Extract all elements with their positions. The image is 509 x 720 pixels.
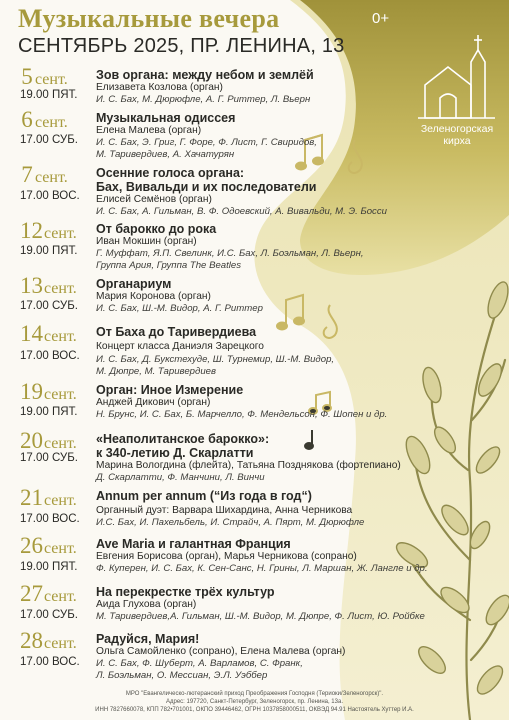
event-program: И. С. Бах, Д. Букстехуде, Ш. Турнемир, Ш.-М. Видор, [96, 354, 335, 365]
event-title: От барокко до рока [96, 222, 217, 236]
event-date [20, 107, 92, 133]
event-day: 5 [21, 64, 33, 89]
event-month: сент. [44, 635, 77, 652]
church-name-line2: кирха [443, 135, 471, 147]
event-time: 19.00 ПЯТ. [20, 406, 78, 418]
event-day: 20 [20, 428, 43, 453]
event-date [20, 64, 92, 90]
event-month: сент. [44, 540, 77, 557]
event-day: 28 [20, 628, 43, 653]
event-time: 19.00 ПЯТ. [20, 89, 78, 101]
page-subtitle: СЕНТЯБРЬ 2025, ПР. ЛЕНИНА, 13 [18, 35, 345, 57]
event-time: 19.00 ПЯТ. [20, 245, 78, 257]
event-program: И. С. Бах, М. Дюрюфле, А. Г. Риттер, Л. Вьерн [96, 94, 311, 105]
event-performers: Елисей Семёнов (орган) [96, 194, 212, 205]
event-performers: Евгения Борисова (орган), Марья Черникова (сопрано) [96, 551, 357, 562]
event-time: 17.00 ВОС. [20, 350, 80, 362]
event-day: 6 [21, 107, 33, 132]
event-date [20, 628, 92, 654]
event-performers: Мария Коронова (орган) [96, 291, 211, 302]
event-title: Осенние голоса органа: [96, 166, 245, 180]
event-program: М. Дюпре, М. Таривердиев [96, 366, 217, 377]
footer-line: МРО "Евангелическо-лютеранский приход Преображения Господня (Териоки/Зеленогорск)". [125, 691, 384, 697]
event-title: Зов органа: между небом и землёй [96, 68, 314, 82]
event-program: Д. Скарлатти, Ф. Манчини, Л. Винчи [96, 472, 265, 483]
event-month: сент. [44, 280, 77, 297]
event-date [20, 162, 92, 188]
event-day: 13 [20, 273, 43, 298]
event-program: Группа Ария, Группа The Beatles [96, 260, 242, 271]
event-date [20, 581, 92, 607]
event-program: И.С. Бах, И. Пахельбель, И. Страйч, А. Пярт, М. Дюрюфле [96, 517, 365, 528]
event-title: Органариум [96, 277, 172, 291]
event-title: Орган: Иное Измерение [96, 383, 244, 397]
event-program: И. С. Бах, Ш.-М. Видор, А. Г. Риттер [96, 303, 263, 314]
event-month: сент. [35, 71, 68, 88]
event-time: 17.00 СУБ. [20, 300, 78, 312]
event-title-line2: к 340-летию Д. Скарлатти [96, 446, 254, 460]
event-program: Н. Брунс, И. С. Бах, Б. Марчелло, Ф. Мендельсон, Ф. Шопен и др. [96, 409, 388, 420]
event-month: сент. [44, 492, 77, 509]
event-day: 7 [21, 162, 33, 187]
event-program: Г. Муффат, Я.П. Свелинк, И.С. Бах, Л. Боэльман, Л. Вьерн, [96, 248, 364, 259]
event-date [20, 218, 92, 244]
age-rating-badge: 0+ [372, 10, 390, 27]
event-month: сент. [35, 169, 68, 186]
event-performers: Елена Малева (орган) [96, 125, 202, 136]
event-title: «Неаполитанское барокко»: [96, 432, 270, 446]
event-program: М. Таривердиев, А. Хачатурян [96, 149, 235, 160]
event-performers: Концерт класса Даниэля Зарецкого [96, 341, 264, 352]
event-date [20, 428, 92, 454]
event-date [20, 321, 92, 347]
event-performers: Марина Вологдина (флейта), Татьяна Позднякова (фортепиано) [96, 460, 401, 471]
event-program: И. С. Бах, А. Гильман, В. Ф. Одоевский, А. Вивальди, М. Э. Босси [96, 206, 387, 217]
event-date [20, 533, 92, 559]
event-day: 26 [20, 533, 43, 558]
event-performers: Органный дуэт: Варвара Шихардина, Анна Черникова [96, 505, 353, 516]
event-performers: Ольга Самойленко (сопрано), Елена Малева (орган) [96, 646, 346, 657]
event-program: Ф. Куперен, И. С. Бах, К. Сен-Санс, Н. Грины, Л. Маршан, Ж. Лангле и др. [96, 563, 428, 574]
event-month: сент. [44, 225, 77, 242]
event-date [20, 273, 92, 299]
event-day: 12 [20, 218, 43, 243]
event-title: Музыкальная одиссея [96, 111, 236, 125]
event-month: сент. [35, 114, 68, 131]
event-title: На перекрестке трёх культур [96, 585, 275, 599]
event-title: Annum per annum (“Из года в год“) [96, 489, 312, 503]
event-title: Ave Maria и галантная Франция [96, 537, 291, 551]
event-day: 19 [20, 379, 43, 404]
event-time: 17.00 ВОС. [20, 513, 80, 525]
event-month: сент. [44, 435, 77, 452]
event-title: От Баха до Таривердиева [96, 325, 257, 339]
event-performers: Елизавета Козлова (орган) [96, 82, 223, 93]
event-program: И. С. Бах, Ф. Шуберт, А. Варламов, С. Франк, [96, 658, 303, 669]
event-performers: Анджей Дикович (орган) [96, 397, 211, 408]
event-day: 14 [20, 321, 43, 346]
event-day: 21 [20, 485, 43, 510]
footer-legal-info [0, 690, 509, 714]
event-program: М. Таривердиев,А. Гильман, Ш.-М. Видор, М. Дюпре, Ф. Лист, Ю. Ройбке [96, 611, 425, 622]
event-time: 17.00 СУБ. [20, 134, 78, 146]
event-time: 17.00 СУБ. [20, 452, 78, 464]
event-month: сент. [44, 328, 77, 345]
event-month: сент. [44, 386, 77, 403]
event-performers: Иван Мокшин (орган) [96, 236, 197, 247]
event-time: 17.00 ВОС. [20, 656, 80, 668]
event-time: 19.00 ПЯТ. [20, 561, 78, 573]
event-month: сент. [44, 588, 77, 605]
footer-line: ИНН 7827660078, КПП 782•701001, ОКПО 39446462, ОГРН 1037858000511, ОКВЭД 94.91 Настоятель Хуттер И.А. [95, 707, 414, 713]
event-title-line2: Бах, Вивальди и их последователи [96, 180, 317, 194]
event-title: Радуйся, Мария! [96, 632, 200, 646]
footer-line: Адрес: 197720, Санкт-Петербург, Зеленогорск, пр. Ленина, 13а. [166, 699, 343, 705]
event-time: 17.00 СУБ. [20, 609, 78, 621]
event-performers: Аида Глухова (орган) [96, 599, 197, 610]
church-name-line1: Зеленогорская [420, 123, 494, 135]
event-day: 27 [20, 581, 43, 606]
event-time: 17.00 ВОС. [20, 190, 80, 202]
page-title: Музыкальные вечера [18, 4, 280, 33]
event-date [20, 379, 92, 405]
event-program: Л. Боэльман, О. Мессиан, Э.Л. Уэббер [96, 670, 268, 681]
event-date [20, 485, 92, 511]
event-program: И. С. Бах, Э. Григ, Г. Форе, Ф. Лист, Г. Свиридов, [96, 137, 317, 148]
